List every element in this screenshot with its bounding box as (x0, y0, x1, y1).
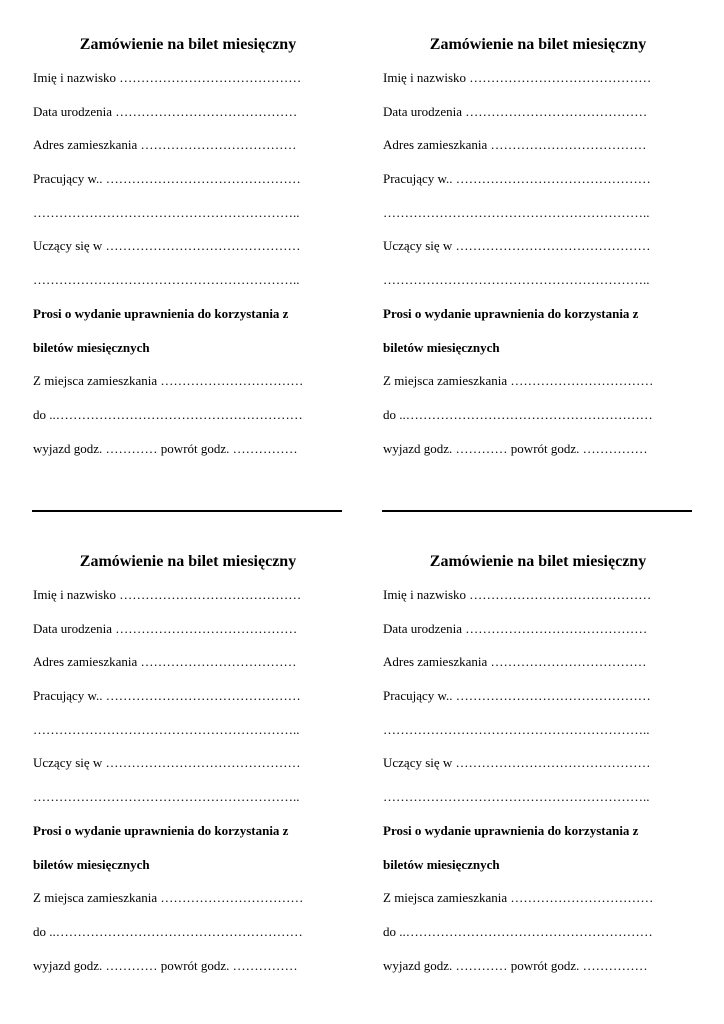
request-text-line-2: biletów miesięcznych (33, 339, 150, 355)
origin-field-line: Z miejsca zamieszkania …………………………… (33, 890, 304, 906)
name-field-line: Imię i nazwisko …………………………………… (383, 587, 652, 602)
form-title: Zamówienie na bilet miesięczny (79, 36, 297, 53)
name-field-line: Imię i nazwisko …………………………………… (383, 70, 652, 85)
workplace-continuation-line: …………………………………………………….. (383, 721, 650, 737)
workplace-continuation-line: …………………………………………………….. (383, 204, 650, 220)
workplace-field-line: Pracujący w.. ……………………………………… (33, 688, 301, 704)
name-field-line: Imię i nazwisko …………………………………… (33, 70, 302, 85)
form-fields (33, 587, 343, 991)
workplace-continuation-line: …………………………………………………….. (33, 204, 300, 220)
workplace-continuation-line: …………………………………………………….. (33, 721, 300, 737)
address-field-line: Adres zamieszkania ……………………………… (33, 137, 297, 153)
school-continuation-line: …………………………………………………….. (33, 272, 300, 288)
birth-date-field-line: Data urodzenia …………………………………… (383, 103, 648, 119)
form-title: Zamówienie na bilet miesięczny (429, 553, 647, 570)
request-text-line-2: biletów miesięcznych (33, 856, 150, 872)
times-field-line: wyjazd godz. ………… powrót godz. …………… (33, 440, 298, 456)
address-field-line: Adres zamieszkania ……………………………… (33, 654, 297, 670)
school-continuation-line: …………………………………………………….. (33, 789, 300, 805)
form-title: Zamówienie na bilet miesięczny (79, 553, 297, 570)
order-form-top-left (33, 35, 343, 474)
form-fields (383, 587, 693, 991)
cut-line-right (382, 510, 692, 512)
request-text-line-2: biletów miesięcznych (383, 339, 500, 355)
birth-date-field-line: Data urodzenia …………………………………… (33, 620, 298, 636)
destination-field-line: do ..………………………………………………… (383, 923, 653, 939)
order-form-top-right (383, 35, 693, 474)
school-field-line: Uczący się w ……………………………………… (383, 238, 651, 254)
request-text-line-1: Prosi o wydanie uprawnienia do korzystania z (383, 305, 639, 321)
request-text-line-1: Prosi o wydanie uprawnienia do korzystania z (33, 822, 289, 838)
school-field-line: Uczący się w ……………………………………… (33, 755, 301, 771)
school-field-line: Uczący się w ……………………………………… (383, 755, 651, 771)
address-field-line: Adres zamieszkania ……………………………… (383, 137, 647, 153)
times-field-line: wyjazd godz. ………… powrót godz. …………… (33, 957, 298, 973)
cut-line-left (32, 510, 342, 512)
birth-date-field-line: Data urodzenia …………………………………… (33, 103, 298, 119)
order-form-bottom-left (33, 552, 343, 991)
request-text-line-1: Prosi o wydanie uprawnienia do korzystania z (383, 822, 639, 838)
name-field-line: Imię i nazwisko …………………………………… (33, 587, 302, 602)
origin-field-line: Z miejsca zamieszkania …………………………… (383, 373, 654, 389)
destination-field-line: do ..………………………………………………… (33, 923, 303, 939)
times-field-line: wyjazd godz. ………… powrót godz. …………… (383, 440, 648, 456)
workplace-field-line: Pracujący w.. ……………………………………… (33, 171, 301, 187)
school-continuation-line: …………………………………………………….. (383, 789, 650, 805)
workplace-field-line: Pracujący w.. ……………………………………… (383, 171, 651, 187)
form-fields (33, 70, 343, 474)
origin-field-line: Z miejsca zamieszkania …………………………… (33, 373, 304, 389)
school-continuation-line: …………………………………………………….. (383, 272, 650, 288)
request-text-line-2: biletów miesięcznych (383, 856, 500, 872)
destination-field-line: do ..………………………………………………… (383, 406, 653, 422)
school-field-line: Uczący się w ……………………………………… (33, 238, 301, 254)
request-text-line-1: Prosi o wydanie uprawnienia do korzystania z (33, 305, 289, 321)
form-title: Zamówienie na bilet miesięczny (429, 36, 647, 53)
destination-field-line: do ..………………………………………………… (33, 406, 303, 422)
birth-date-field-line: Data urodzenia …………………………………… (383, 620, 648, 636)
workplace-field-line: Pracujący w.. ……………………………………… (383, 688, 651, 704)
form-fields (383, 70, 693, 474)
order-form-bottom-right (383, 552, 693, 991)
origin-field-line: Z miejsca zamieszkania …………………………… (383, 890, 654, 906)
address-field-line: Adres zamieszkania ……………………………… (383, 654, 647, 670)
times-field-line: wyjazd godz. ………… powrót godz. …………… (383, 957, 648, 973)
